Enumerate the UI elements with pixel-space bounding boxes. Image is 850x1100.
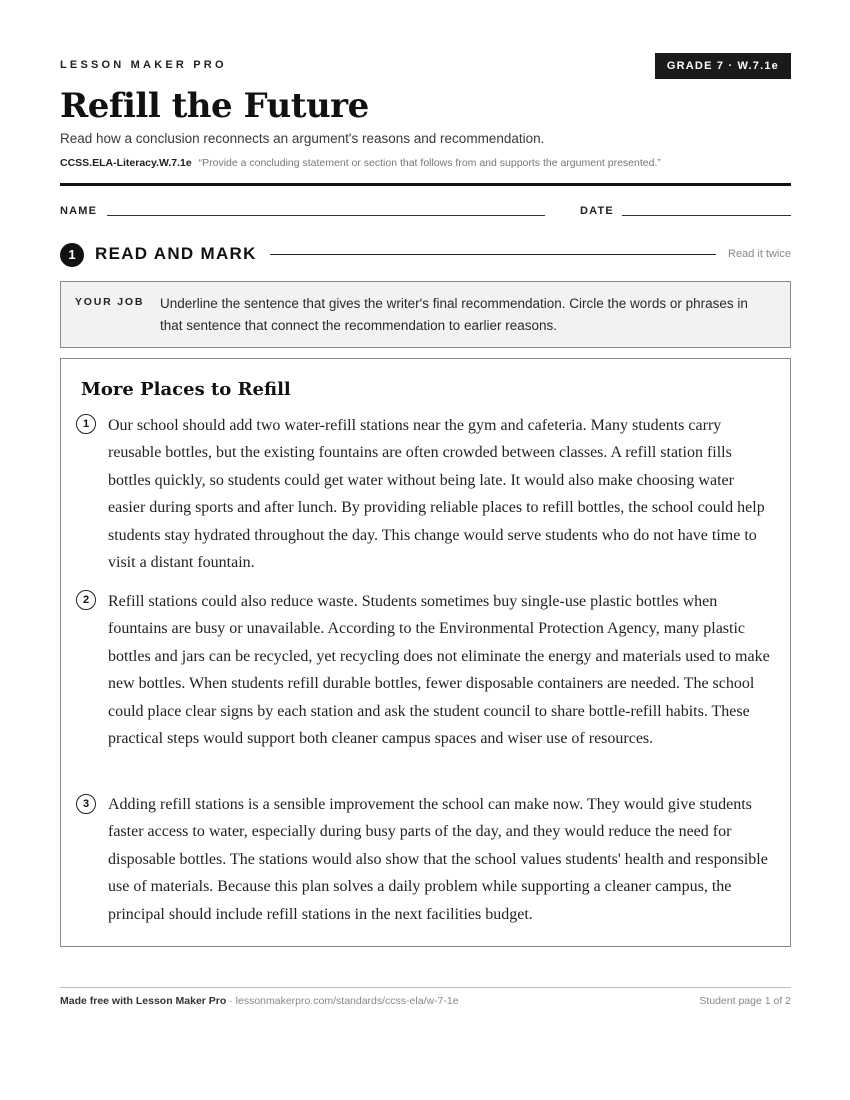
grade-badge: GRADE 7 · W.7.1e bbox=[655, 53, 791, 79]
footer-made-with: Made free with Lesson Maker Pro bbox=[60, 995, 227, 1007]
section-note: Read it twice bbox=[728, 248, 791, 260]
standard-line bbox=[60, 157, 661, 169]
paragraph-3: Adding refill stations is a sensible improvement the school can make now. They would give students faster access to water, especially during busy parts of the day, and they would reduce the need for disposable bottles. The stations would also show that the school values students' health and responsible use of materials. Because this plan solves a daily problem while supporting a cleaner campus, the principal should include refill stations in the next facilities budget. bbox=[108, 796, 768, 923]
footer-credit bbox=[60, 995, 459, 1007]
standard-code: CCSS.ELA-Literacy.W.7.1e bbox=[60, 157, 192, 169]
instructions-box bbox=[60, 281, 791, 348]
section-title: READ AND MARK bbox=[95, 244, 257, 263]
instructions-text: Underline the sentence that gives the writer's final recommendation. Circle the words or phrases in that sentence that connect the recommendation to earlier reasons. bbox=[160, 296, 748, 333]
date-field[interactable] bbox=[622, 215, 791, 216]
paragraph-number-3: 3 bbox=[76, 794, 96, 814]
section-number-badge: 1 bbox=[60, 243, 84, 267]
header-divider bbox=[60, 183, 791, 186]
paragraph-number-1: 1 bbox=[76, 414, 96, 434]
footer-separator: · bbox=[229, 995, 236, 1007]
standard-text: “Provide a concluding statement or section that follows from and supports the argument presented.” bbox=[198, 157, 661, 169]
passage-title: More Places to Refill bbox=[81, 379, 291, 400]
page-subtitle: Read how a conclusion reconnects an argument's reasons and recommendation. bbox=[60, 131, 545, 146]
section-divider bbox=[270, 254, 716, 255]
footer-url[interactable]: lessonmakerpro.com/standards/ccss-ela/w-7-1e bbox=[235, 995, 459, 1007]
page-title: Refill the Future bbox=[60, 86, 369, 126]
date-label: DATE bbox=[580, 205, 614, 217]
paragraph-1: Our school should add two water-refill stations near the gym and cafeteria. Many students carry reusable bottles, but the existing fountains are often crowded between classes. A refill station fills bottles quickly, so students could get water without being late. It would also make choosing water easier during sports and after lunch. By providing reliable places to refill bottles, the school could help students stay hydrated throughout the day. This change would serve students who do not have time to visit a distant fountain. bbox=[108, 417, 765, 572]
footer-divider bbox=[60, 987, 791, 988]
name-label: NAME bbox=[60, 205, 98, 217]
name-field[interactable] bbox=[107, 215, 545, 216]
paragraph-2: Refill stations could also reduce waste. Students sometimes buy single-use plastic bottles when fountains are busy or unavailable. According to the Environmental Protection Agency, many plastic bottles and jars can be recycled, yet recycling does not eliminate the energy and materials used to make new bottles. When students refill durable bottles, fewer disposable containers are needed. The school could place clear signs by each station and ask the student council to share bottle-refill habits. These practical steps would support both cleaner campus spaces and wiser use of resources. bbox=[108, 593, 770, 748]
brand-name: LESSON MAKER PRO bbox=[60, 59, 227, 71]
page-counter: Student page 1 of 2 bbox=[699, 995, 791, 1007]
reading-passage bbox=[60, 358, 791, 947]
paragraph-number-2: 2 bbox=[76, 590, 96, 610]
instructions-label: YOUR JOB bbox=[75, 296, 145, 308]
